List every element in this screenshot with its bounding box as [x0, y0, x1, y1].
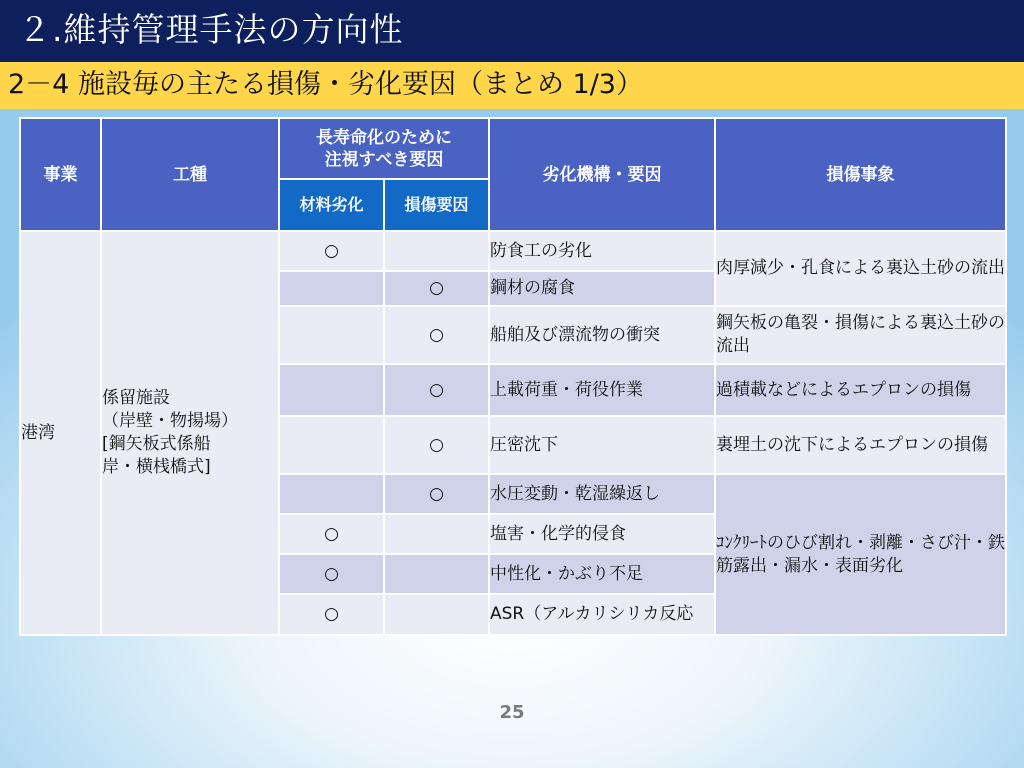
deterioration-table [19, 117, 1007, 636]
damage-mark: ○ [384, 306, 489, 364]
damage-mark [384, 231, 489, 271]
slide-title: ２.維持管理手法の方向性 [18, 10, 404, 49]
phenomenon-cell: 肉厚減少・孔食による裏込土砂の流出 [715, 231, 1006, 306]
title-bar [0, 0, 1024, 62]
mechanism-cell: 水圧変動・乾湿繰返し [489, 474, 715, 514]
mechanism-cell: 船舶及び漂流物の衝突 [489, 306, 715, 364]
material-mark: ○ [279, 231, 384, 271]
phenomenon-cell: 裏埋土の沈下によるエプロンの損傷 [715, 416, 1006, 474]
header-focus: 長寿命化のために 注視すべき要因 [279, 118, 489, 179]
phenomenon-cell: 過積載などによるエプロンの損傷 [715, 364, 1006, 416]
mechanism-cell: ASR（アルカリシリカ反応 [489, 594, 715, 635]
material-mark [279, 364, 384, 416]
header-material: 材料劣化 [279, 179, 384, 231]
koshu-cell: 係留施設 （岸壁・物揚場） [鋼矢板式係船 岸・横桟橋式] [101, 231, 279, 635]
header-jigyo: 事業 [20, 118, 101, 231]
slide-subtitle: 2－4 施設毎の主たる損傷・劣化要因（まとめ 1/3） [8, 69, 643, 100]
mechanism-cell: 塩害・化学的侵食 [489, 514, 715, 554]
damage-mark: ○ [384, 474, 489, 514]
page-number: 25 [499, 702, 525, 723]
material-mark [279, 474, 384, 514]
damage-mark: ○ [384, 271, 489, 306]
header-mechanism: 劣化機構・要因 [489, 118, 715, 231]
damage-mark [384, 514, 489, 554]
material-mark [279, 271, 384, 306]
mechanism-cell: 上載荷重・荷役作業 [489, 364, 715, 416]
mechanism-cell: 鋼材の腐食 [489, 271, 715, 306]
material-mark: ○ [279, 554, 384, 594]
material-mark: ○ [279, 514, 384, 554]
mechanism-cell: 圧密沈下 [489, 416, 715, 474]
table-row [20, 231, 1006, 271]
mechanism-cell: 中性化・かぶり不足 [489, 554, 715, 594]
material-mark [279, 306, 384, 364]
phenomenon-cell: ｺﾝｸﾘｰﾄのひび割れ・剥離・さび汁・鉄筋露出・漏水・表面劣化 [715, 474, 1006, 635]
header-koshu: 工種 [101, 118, 279, 231]
subtitle-bar [0, 62, 1024, 109]
damage-mark [384, 594, 489, 635]
jigyo-cell: 港湾 [20, 231, 101, 635]
mechanism-cell: 防食工の劣化 [489, 231, 715, 271]
damage-mark [384, 554, 489, 594]
phenomenon-cell: 鋼矢板の亀裂・損傷による裏込土砂の流出 [715, 306, 1006, 364]
header-phenomenon: 損傷事象 [715, 118, 1006, 231]
damage-mark: ○ [384, 364, 489, 416]
material-mark: ○ [279, 594, 384, 635]
damage-mark: ○ [384, 416, 489, 474]
material-mark [279, 416, 384, 474]
header-damage-cause: 損傷要因 [384, 179, 489, 231]
